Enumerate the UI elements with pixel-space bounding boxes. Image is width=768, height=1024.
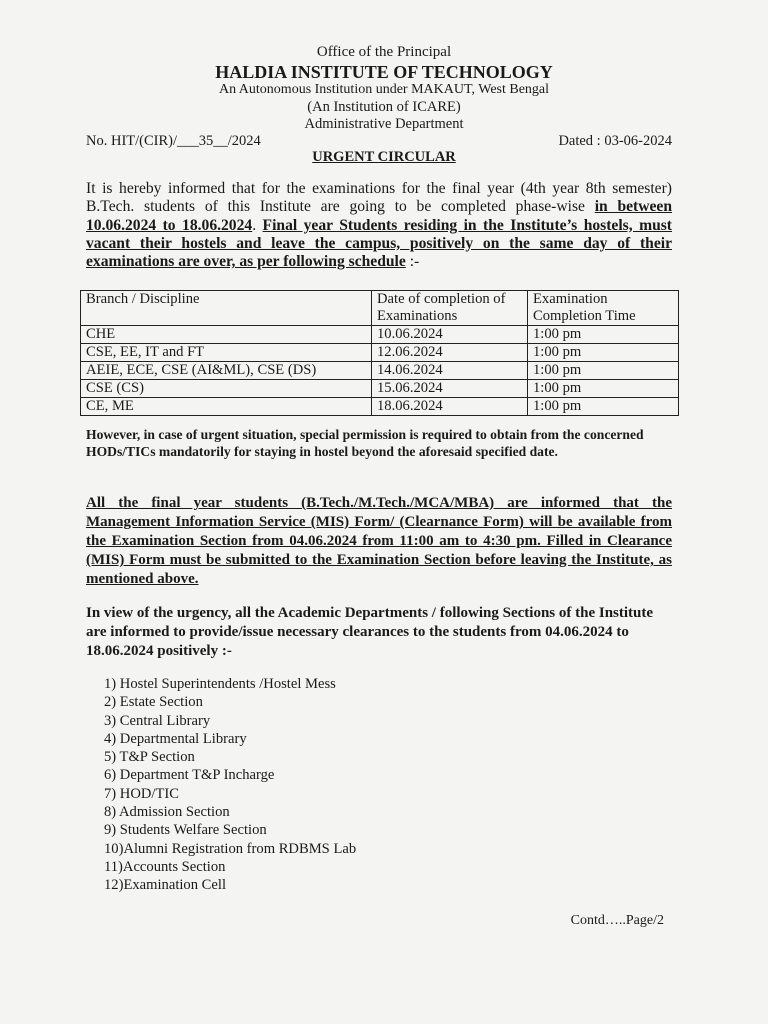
branch-cell: CE, ME — [81, 398, 372, 416]
date-cell: 18.06.2024 — [372, 398, 528, 416]
table-row — [81, 326, 679, 344]
institute-name: HALDIA INSTITUTE OF TECHNOLOGY — [215, 62, 553, 82]
branch-cell: AEIE, ECE, CSE (AI&ML), CSE (DS) — [81, 362, 372, 380]
clearance-paragraph: In view of the urgency, all the Academic Departments / following Sections of the Institute are informed to provide/issue necessary clearances to the students from 04.06.2024 to 18.06.2024 positively :- — [86, 605, 654, 659]
office-line: Office of the Principal — [316, 44, 452, 60]
intro-tail: :- — [405, 253, 420, 271]
table-row — [81, 362, 679, 380]
list-item: 8) Admission Section — [104, 804, 230, 821]
date-cell: 10.06.2024 — [372, 326, 528, 344]
schedule-table — [80, 290, 679, 416]
time-cell: 1:00 pm — [528, 362, 679, 380]
list-item: 4) Departmental Library — [104, 730, 247, 747]
department-line: Administrative Department — [304, 116, 464, 132]
list-item: 9) Students Welfare Section — [104, 822, 267, 839]
time-cell: 1:00 pm — [528, 380, 679, 398]
branch-cell: CSE, EE, IT and FT — [81, 344, 372, 362]
date-line: Dated : 03-06-2024 — [558, 133, 672, 149]
date-cell: 14.06.2024 — [372, 362, 528, 380]
intro-paragraph — [86, 180, 672, 271]
header-branch: Branch / Discipline — [81, 291, 372, 326]
list-item: 6) Department T&P Incharge — [104, 767, 275, 784]
circular-title: URGENT CIRCULAR — [312, 149, 456, 165]
table-row — [81, 380, 679, 398]
list-item: 3) Central Library — [104, 712, 211, 729]
list-item: 1) Hostel Superintendents /Hostel Mess — [104, 676, 336, 692]
time-cell: 1:00 pm — [528, 326, 679, 344]
list-item: 12)Examination Cell — [104, 877, 226, 894]
time-cell: 1:00 pm — [528, 398, 679, 416]
list-item: 5) T&P Section — [104, 749, 195, 766]
continued-note: Contd…..Page/2 — [570, 913, 664, 928]
icare-line: (An Institution of ICARE) — [307, 99, 461, 115]
sections-list — [104, 675, 356, 895]
autonomous-line: An Autonomous Institution under MAKAUT, West Bengal — [218, 82, 550, 97]
list-item: 7) HOD/TIC — [104, 785, 179, 802]
list-item: 11)Accounts Section — [104, 858, 226, 875]
branch-cell: CHE — [81, 326, 372, 344]
intro-text: It is hereby informed that for the examinations for the final year (4th year 8th semester) B.Tech. students of this Institute are going to be completed phase-wise — [86, 180, 672, 216]
hostel-instruction: Final year Students residing in the Institute’s hostels, must vacant their hostels and leave the campus, positively on the same day of their examinations are over, as per following schedule — [86, 216, 672, 271]
list-item: 2) Estate Section — [104, 694, 203, 711]
branch-cell: CSE (CS) — [81, 380, 372, 398]
special-permission-note: However, in case of urgent situation, special permission is required to obtain from the concerned HODs/TICs mandatorily for staying in hostel beyond the aforesaid specified date. — [86, 427, 644, 459]
date-cell: 15.06.2024 — [372, 380, 528, 398]
mis-form-paragraph: All the final year students (B.Tech./M.Tech./MCA/MBA) are informed that the Management Information Service (MIS) Form/ (Clearnance Form) will be available from the Examination Section from 04.06.2024 from 11:00 am to 4:30 pm. Filled in Clearance (MIS) Form must be submitted to the Examination Section before leaving the Institute, as mentioned above. — [86, 495, 672, 587]
exam-date-range: in between 10.06.2024 to 18.06.2024 — [86, 198, 673, 234]
table-row — [81, 398, 679, 416]
time-cell: 1:00 pm — [528, 344, 679, 362]
table-header-row — [81, 291, 679, 326]
header-completion-time: Examination Completion Time — [528, 291, 679, 326]
date-cell: 12.06.2024 — [372, 344, 528, 362]
header-completion-date: Date of completion of Examinations — [372, 291, 528, 326]
list-item: 10)Alumni Registration from RDBMS Lab — [104, 840, 357, 857]
table-row — [81, 344, 679, 362]
intro-separator: . — [252, 216, 263, 234]
reference-number: No. HIT/(CIR)/___35__/2024 — [86, 133, 261, 149]
